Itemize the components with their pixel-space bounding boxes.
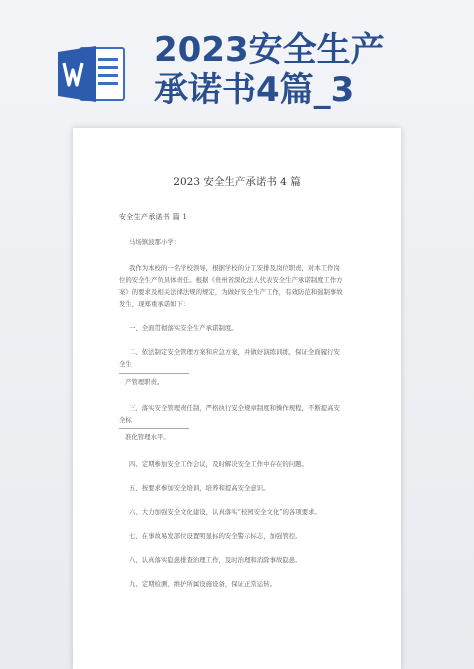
list-item-continuation: 产管理职责。	[125, 378, 164, 386]
list-item: 二、依法制定安全管理方案和应急方案，并做好演练训练，保证全面履行安	[129, 348, 340, 356]
page-headline	[154, 30, 454, 110]
word-document-icon	[58, 44, 126, 104]
list-item-continuation: 全标	[119, 416, 132, 424]
paragraph-line: 案》的要求及相关法律法规的规定，为做好安全生产工作，有效防范和遏制事故	[119, 288, 343, 296]
list-item: 四、定期参加安全工作会议，及时解决安全工作中存在的问题。	[129, 460, 308, 468]
document-page	[73, 128, 401, 669]
paragraph-line: 发生，现郑重承诺如下：	[119, 300, 190, 308]
text-box-border	[119, 428, 189, 429]
list-item-continuation: 准化管理水平。	[125, 433, 170, 441]
list-item: 五、按要求参加安全培训，培养和提高安全意识。	[129, 484, 270, 492]
headline-line-2: 承诺书4篇_3	[154, 70, 355, 110]
header	[0, 0, 474, 128]
list-item: 八、认真落实隐患排查治理工作，及时治理和消除事故隐患。	[129, 556, 302, 564]
text-box-border	[119, 373, 189, 374]
list-item: 六、大力加强安全文化建设，认真落实“校园安全文化”的各项要求。	[129, 508, 321, 516]
list-item-continuation: 全生	[119, 360, 132, 368]
list-item: 三、落实安全管理责任制，严格执行安全规章制度和操作规程，不断提高安	[129, 404, 340, 412]
paragraph-line: 我作为本校的一名学校领导，根据学校的分工安排及岗位职责，对本工作岗	[129, 264, 340, 272]
headline-line-1: 2023安全生产	[154, 30, 385, 70]
section-label: 安全生产承诺书 篇 1	[119, 213, 188, 221]
list-item: 七、在事故易发部位设置明显标的安全警示标志，加强管控。	[129, 532, 302, 540]
salutation: 马场镇波那小学：	[129, 238, 181, 246]
document-title: 2023 安全生产承诺书 4 篇	[173, 176, 301, 188]
list-item: 九、定期检测、维护所属设施设备，保证正常运转。	[129, 580, 276, 588]
paragraph-line: 位的安全生产负具体责任。根据《贵州省深化法人代表安全生产承诺制度工作方	[119, 276, 343, 284]
list-item: 一、全面贯彻落实安全生产承诺制度。	[129, 324, 238, 332]
